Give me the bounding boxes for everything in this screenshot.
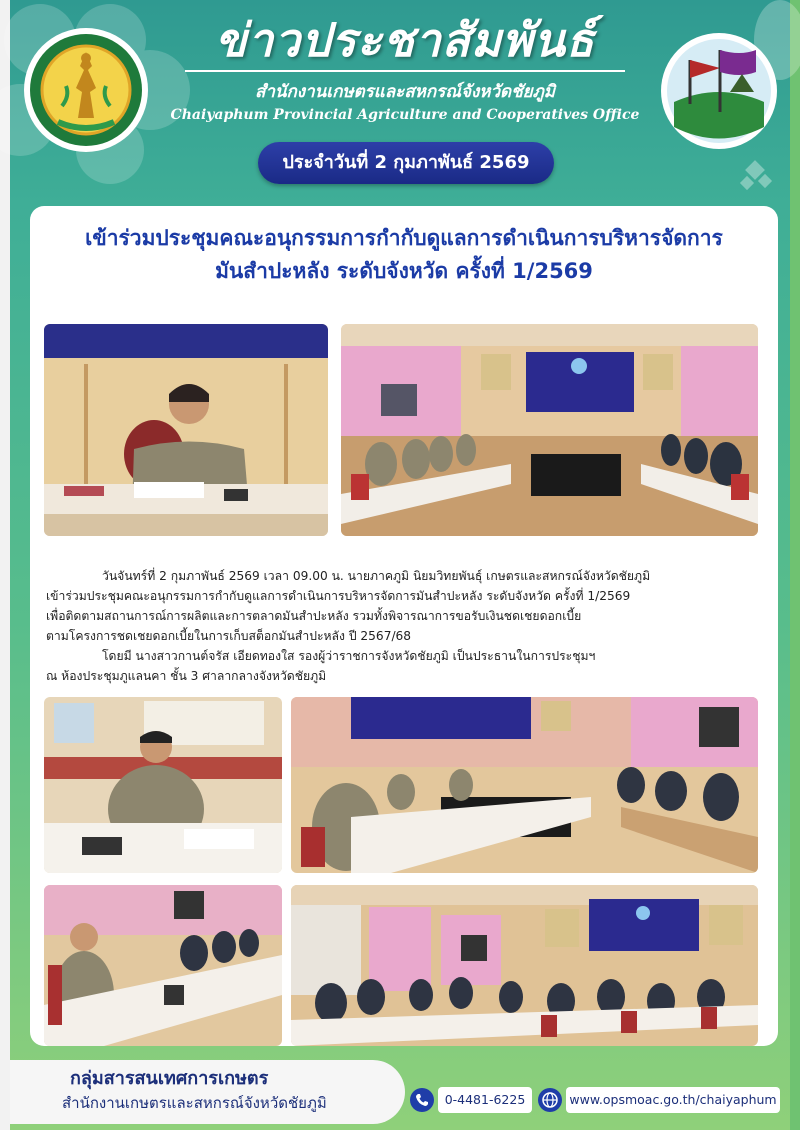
- photo-meeting-room: [341, 324, 758, 536]
- footer-group-name: กลุ่มสารสนเทศการเกษตร: [70, 1068, 269, 1089]
- paragraph-1-line-4: ตามโครงการชดเชยดอกเบี้ยในการเก็บสต็อกมันสำปะหลัง ปี 2567/68: [46, 629, 412, 643]
- article-body: [46, 566, 764, 686]
- page-title: ข่าวประชาสัมพันธ์: [214, 13, 595, 67]
- headline-line-2: มันสำปะหลัง ระดับจังหวัด ครั้งที่ 1/2569: [215, 259, 593, 283]
- headline-line-1: เข้าร่วมประชุมคณะอนุกรรมการกำกับดูแลการดำเนินการบริหารจัดการ: [85, 226, 723, 250]
- paragraph-1-line-1: วันจันทร์ที่ 2 กุมภาพันธ์ 2569 เวลา 09.00 น. นายภาคภูมิ นิยมวิทยพันธุ์ เกษตรและสหกรณ์จังหวัดชัยภูมิ: [102, 569, 651, 583]
- photo-official-speaking: [44, 324, 328, 536]
- ministry-seal-logo: [22, 26, 150, 154]
- article-headline: [30, 222, 778, 288]
- paragraph-1-line-2: เข้าร่วมประชุมคณะอนุกรรมการกำกับดูแลการดำเนินการบริหารจัดการมันสำปะหลัง ระดับจังหวัด ครั้งที่ 1/2569: [46, 589, 631, 603]
- footer-website[interactable]: www.opsmoac.go.th/chaiyaphum: [566, 1087, 780, 1113]
- office-name-english: Chaiyaphum Provincial Agriculture and Cooperatives Office: [170, 107, 640, 123]
- footer-phone: 0-4481-6225: [438, 1087, 532, 1113]
- paragraph-2-line-2: ณ ห้องประชุมภูแลนคา ชั้น 3 ศาลากลางจังหวัดชัยภูมิ: [46, 669, 327, 683]
- photo-officer-at-desk: [44, 697, 282, 873]
- photo-participants-row: [44, 885, 282, 1046]
- office-name-thai: สำนักงานเกษตรและสหกรณ์จังหวัดชัยภูมิ: [254, 82, 556, 102]
- title-divider: [185, 70, 625, 72]
- phone-icon: [410, 1088, 434, 1112]
- province-emblem-logo: [660, 32, 778, 150]
- footer-office-name: สำนักงานเกษตรและสหกรณ์จังหวัดชัยภูมิ: [62, 1094, 327, 1112]
- date-badge: ประจำวันที่ 2 กุมภาพันธ์ 2569: [258, 142, 554, 184]
- paragraph-1-line-3: เพื่อติดตามสถานการณ์การผลิตและการตลาดมันสำปะหลัง รวมทั้งพิจารณาการขอรับเงินชดเชยดอกเบี้ย: [46, 609, 582, 623]
- photo-meeting-table: [291, 697, 758, 873]
- paragraph-2-line-1: โดยมี นางสาวกานต์จรัส เอียดทองใส รองผู้ว่าราชการจังหวัดชัยภูมิ เป็นประธานในการประชุมฯ: [102, 649, 596, 663]
- photo-room-overview: [291, 885, 758, 1046]
- globe-icon: [538, 1088, 562, 1112]
